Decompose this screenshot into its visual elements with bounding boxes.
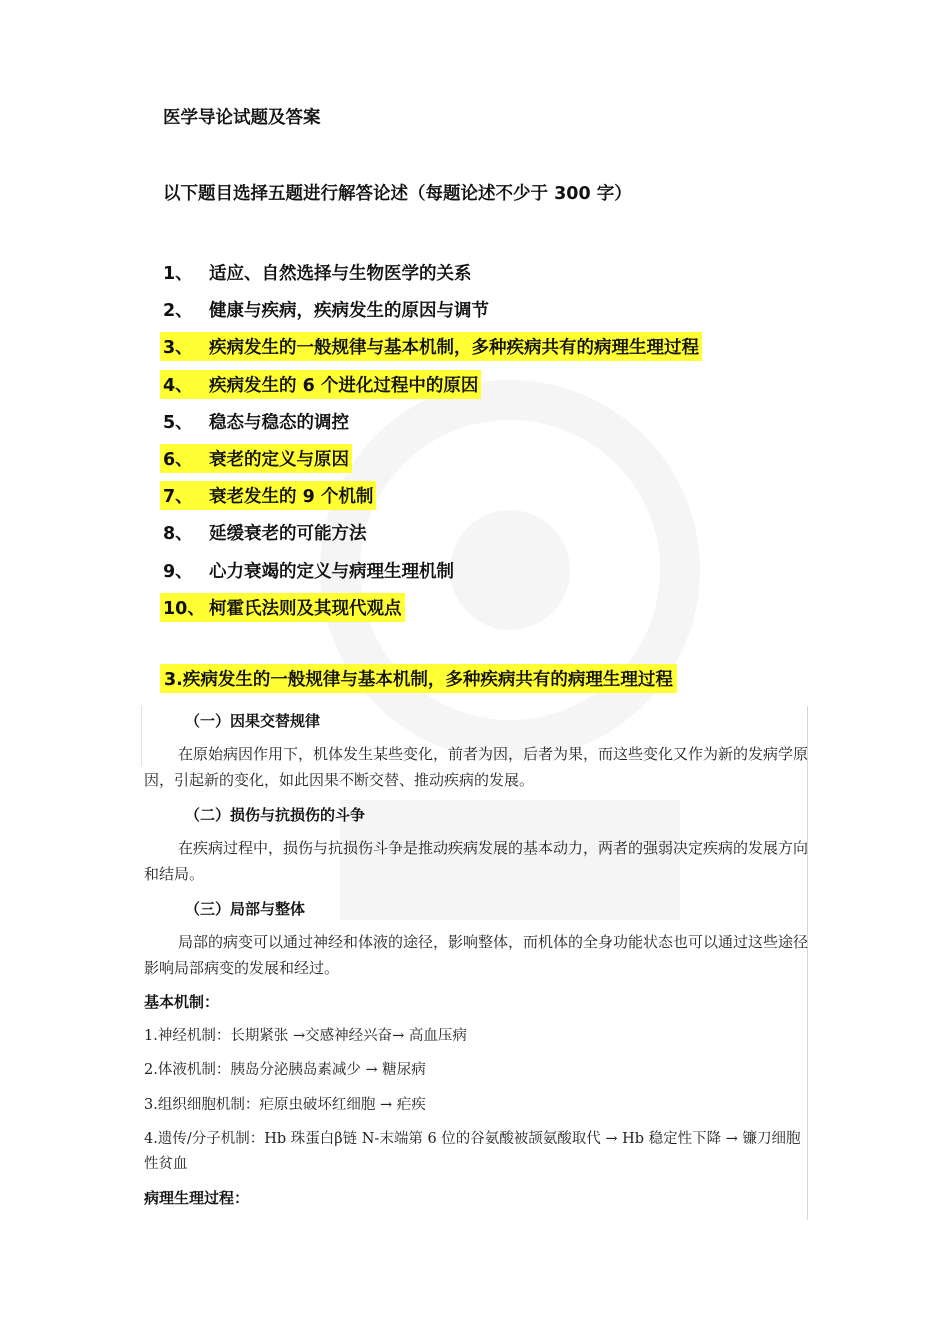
topic-text: 稳态与稳态的调控 — [209, 412, 349, 433]
list-item — [160, 514, 702, 551]
section-body: 在疾病过程中，损伤与抗损伤斗争是推动疾病发展的基本动力，两者的强弱决定疾病的发展方向和结局。 — [144, 839, 809, 883]
topic-text: 适应、自然选择与生物医学的关系 — [209, 264, 472, 285]
topic-text: 延缓衰老的可能方法 — [209, 524, 367, 545]
list-item — [160, 589, 702, 626]
topic-text: 心力衰竭的定义与病理生理机制 — [209, 561, 454, 582]
topic-number: 7、 — [163, 487, 193, 508]
topic-number: 1、 — [163, 264, 193, 285]
topic-text: 衰老的定义与原因 — [209, 450, 349, 471]
topic-text: 柯霍氏法则及其现代观点 — [209, 598, 402, 619]
divider — [141, 706, 142, 766]
mechanisms-label: 基本机制： — [144, 993, 220, 1011]
answer-heading: 3.疾病发生的一般规律与基本机制，多种疾病共有的病理生理过程 — [160, 664, 677, 693]
list-item — [160, 477, 702, 514]
topic-number: 3、 — [163, 338, 193, 359]
instruction: 以下题目选择五题进行解答论述（每题论述不少于 300 字） — [163, 184, 632, 204]
list-item — [160, 366, 702, 403]
topic-text: 疾病发生的 6 个进化过程中的原因 — [209, 375, 479, 396]
list-item — [160, 291, 702, 328]
answer-body — [141, 706, 808, 1220]
topic-text: 疾病发生的一般规律与基本机制，多种疾病共有的病理生理过程 — [209, 338, 699, 359]
mechanism-item: 1.神经机制：长期紧张 →交感神经兴奋→ 高血压病 — [144, 1028, 467, 1044]
list-item — [160, 254, 702, 291]
mechanism-item: 3.组织细胞机制：疟原虫破坏红细胞 → 疟疾 — [144, 1097, 426, 1113]
section-title: （二）损伤与抗损伤的斗争 — [185, 806, 366, 824]
topic-text: 健康与疾病，疾病发生的原因与调节 — [209, 301, 489, 322]
section-body: 局部的病变可以通过神经和体液的途径，影响整体，而机体的全身功能状态也可以通过这些途径影响局部病变的发展和经过。 — [144, 933, 809, 977]
section-body: 在原始病因作用下，机体发生某些变化，前者为因，后者为果，而这些变化又作为新的发病学原因，引起新的变化，如此因果不断交替、推动疾病的发展。 — [144, 745, 809, 789]
topic-number: 9、 — [163, 561, 193, 582]
topic-number: 4、 — [163, 375, 193, 396]
topic-text: 衰老发生的 9 个机制 — [209, 487, 374, 508]
process-label: 病理生理过程： — [144, 1189, 250, 1207]
topic-number: 5、 — [163, 412, 193, 433]
list-item — [160, 552, 702, 589]
section-title: （一）因果交替规律 — [185, 712, 321, 730]
section-title: （三）局部与整体 — [185, 900, 306, 918]
list-item — [160, 328, 702, 365]
topic-number: 10、 — [163, 598, 205, 619]
mechanism-item: 2.体液机制：胰岛分泌胰岛素减少 → 糖尿病 — [144, 1062, 426, 1078]
topic-number: 6、 — [163, 450, 193, 471]
list-item — [160, 403, 702, 440]
mechanism-item: 4.遗传/分子机制：Hb 珠蛋白β链 N-末端第 6 位的谷氨酸被颉氨酸取代 → Hb 稳定性下降 → 镰刀细胞性贫血 — [144, 1131, 801, 1172]
topic-list — [160, 254, 702, 626]
list-item — [160, 440, 702, 477]
topic-number: 8、 — [163, 524, 193, 545]
topic-number: 2、 — [163, 301, 193, 322]
page-title: 医学导论试题及答案 — [163, 108, 321, 128]
